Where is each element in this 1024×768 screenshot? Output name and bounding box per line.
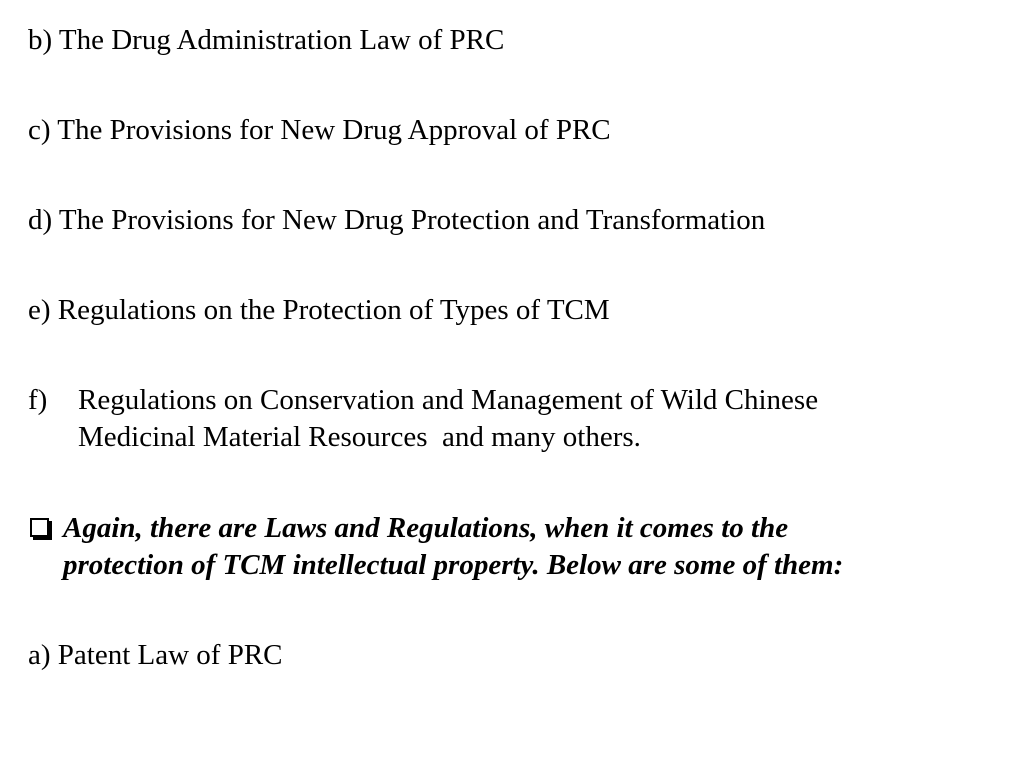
highlight-note-text <box>63 510 1013 584</box>
list-item-drug-administration-law: b) The Drug Administration Law of PRC <box>28 24 505 56</box>
highlight-note-line-2: protection of TCM intellectual property. Below are some of them: <box>63 549 844 581</box>
list-item-new-drug-protection: d) The Provisions for New Drug Protection and Transformation <box>28 204 766 236</box>
list-item-marker: f) <box>28 384 48 416</box>
list-item-text-line-2: Medicinal Material Resources and many others. <box>78 421 641 453</box>
list-item-new-drug-approval: c) The Provisions for New Drug Approval of PRC <box>28 114 611 146</box>
checkbox-bullet-icon <box>30 518 49 537</box>
list-item-patent-law: a) Patent Law of PRC <box>28 639 283 671</box>
list-item-text-line-1: Regulations on Conservation and Management of Wild Chinese <box>78 384 819 416</box>
highlight-note-line-1: Again, there are Laws and Regulations, when it comes to the <box>63 512 789 544</box>
list-item-text <box>78 382 998 456</box>
list-item-tcm-types-protection: e) Regulations on the Protection of Types of TCM <box>28 294 610 326</box>
